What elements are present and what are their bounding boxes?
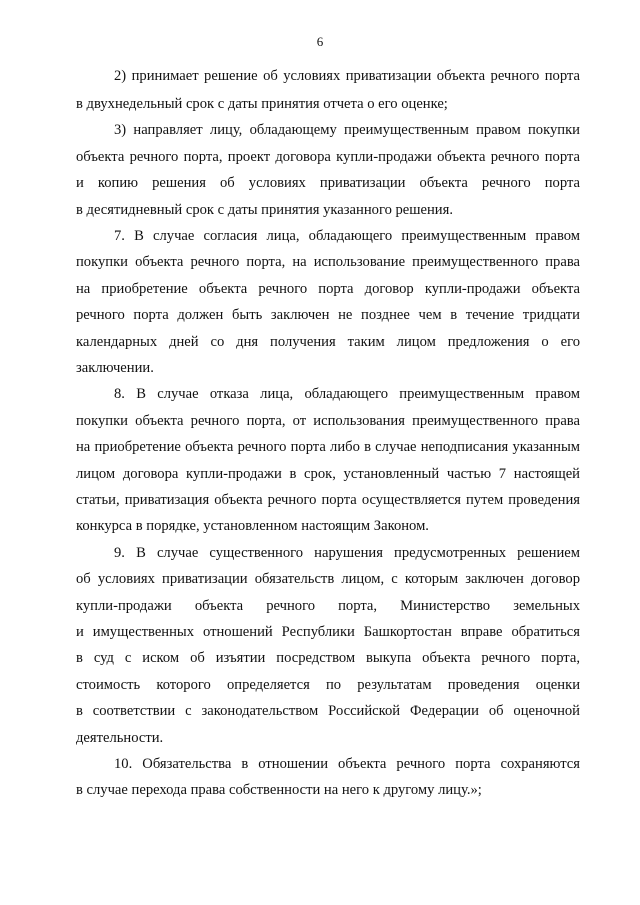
text-line: в двухнедельный срок с даты принятия отчета о его оценке;: [76, 96, 448, 112]
text-line: конкурса в порядке, установленном настоящим Законом.: [76, 518, 429, 534]
text-line: стоимость которого определяется по результатам проведения оценки: [76, 677, 580, 693]
text-line: календарных дней со дня получения таким лицом предложения о его: [76, 334, 580, 350]
text-line: 8. В случае отказа лица, обладающего преимущественным правом: [114, 386, 580, 402]
text-line: покупки объекта речного порта, на использование преимущественного права: [76, 254, 580, 270]
text-line: лицом договора купли-продажи в срок, установленный частью 7 настоящей: [76, 466, 580, 482]
text-line: 2) принимает решение об условиях приватизации объекта речного порта: [114, 68, 580, 84]
text-line: об условиях приватизации обязательств лицом, с которым заключен договор: [76, 571, 580, 587]
text-line: на приобретение объекта речного порта либо в случае неподписания указанным: [76, 439, 580, 455]
text-line: 7. В случае согласия лица, обладающего преимущественным правом: [114, 228, 580, 244]
text-line: в соответствии с законодательством Российской Федерации об оценочной: [76, 703, 580, 719]
text-line: покупки объекта речного порта, от использования преимущественного права: [76, 413, 580, 429]
text-line: речного порта должен быть заключен не позднее чем в течение тридцати: [76, 307, 580, 323]
text-line: деятельности.: [76, 730, 164, 746]
text-line: в десятидневный срок с даты принятия указанного решения.: [76, 202, 453, 218]
text-line: статьи, приватизация объекта речного порта осуществляется путем проведения: [76, 492, 580, 508]
text-line: 3) направляет лицу, обладающему преимущественным правом покупки: [114, 122, 580, 138]
text-line: в случае перехода права собственности на него к другому лицу.»;: [76, 782, 482, 798]
text-line: заключении.: [76, 360, 154, 376]
text-line: на приобретение объекта речного порта договор купли-продажи объекта: [76, 281, 580, 297]
text-line: объекта речного порта, проект договора купли-продажи объекта речного порта: [76, 149, 580, 165]
text-line: 9. В случае существенного нарушения предусмотренных решением: [114, 545, 580, 561]
text-line: в суд с иском об изъятии посредством выкупа объекта речного порта,: [76, 650, 580, 666]
text-line: и имущественных отношений Республики Башкортостан вправе обратиться: [76, 624, 580, 640]
text-line: купли-продажи объекта речного порта, Министерство земельных: [76, 598, 580, 614]
text-line: и копию решения об условиях приватизации объекта речного порта: [76, 175, 580, 191]
page-number: 6: [316, 34, 324, 49]
text-line: 10. Обязательства в отношении объекта речного порта сохраняются: [114, 756, 580, 772]
